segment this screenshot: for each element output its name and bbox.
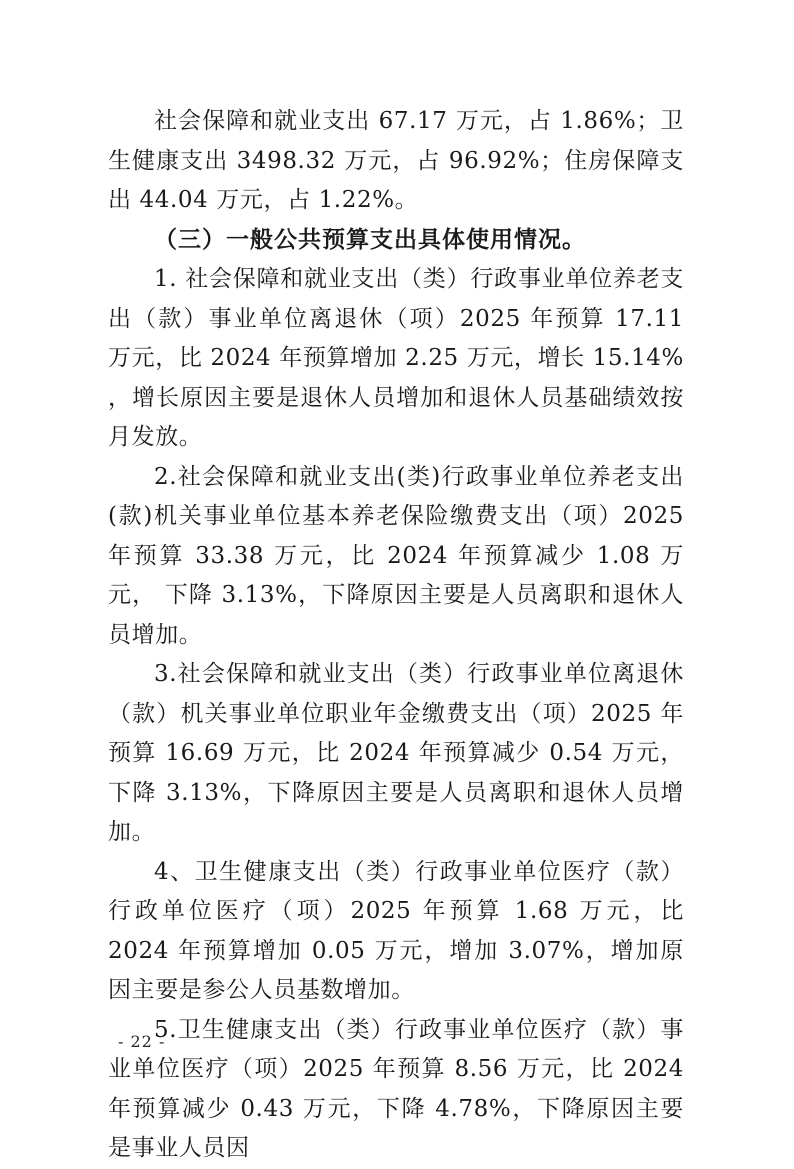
paragraph-item-3: 3.社会保障和就业支出（类）行政事业单位离退休（款）机关事业单位职业年金缴费支出（项）2025 年预算 16.69 万元，比 2024 年预算减少 0.54 万元， 下降 3.13%，下降原因主要是人员离职和退休人员增加。 bbox=[108, 661, 684, 845]
section-heading: （三）一般公共预算支出具体使用情况。 bbox=[154, 226, 586, 253]
paragraph-item-1: 1. 社会保障和就业支出（类）行政事业单位养老支出（款）事业单位离退休（项）2025 年预算 17.11 万元，比 2024 年预算增加 2.25 万元，增长 15.14% ，增长原因主要是退休人员增加和退休人员基础绩效按月发放。 bbox=[108, 266, 684, 450]
paragraph-item-2: 2.社会保障和就业支出(类)行政事业单位养老支出(款)机关事业单位基本养老保险缴费支出（项）2025 年预算 33.38 万元，比 2024 年预算减少 1.08 万元， 下降 3.13%，下降原因主要是人员离职和退休人员增加。 bbox=[108, 463, 684, 648]
document-body bbox=[108, 102, 684, 1169]
paragraph-item-4: 4、卫生健康支出（类）行政事业单位医疗（款）行政单位医疗（项）2025 年预算 1.68 万元，比 2024 年预算增加 0.05 万元，增加 3.07%，增加原因主要是参公人员基数增加。 bbox=[108, 858, 684, 1003]
page-number: - 22 - bbox=[118, 1032, 166, 1051]
paragraph-expenditure-shares: 社会保障和就业支出 67.17 万元，占 1.86%；卫生健康支出 3498.32 万元，占 96.92%；住房保障支出 44.04 万元，占 1.22%。 bbox=[108, 108, 684, 213]
paragraph-item-5: 5.卫生健康支出（类）行政事业单位医疗（款）事业单位医疗（项）2025 年预算 8.56 万元，比 2024 年预算减少 0.43 万元，下降 4.78%，下降原因主要是事业人员因 bbox=[108, 1016, 684, 1161]
